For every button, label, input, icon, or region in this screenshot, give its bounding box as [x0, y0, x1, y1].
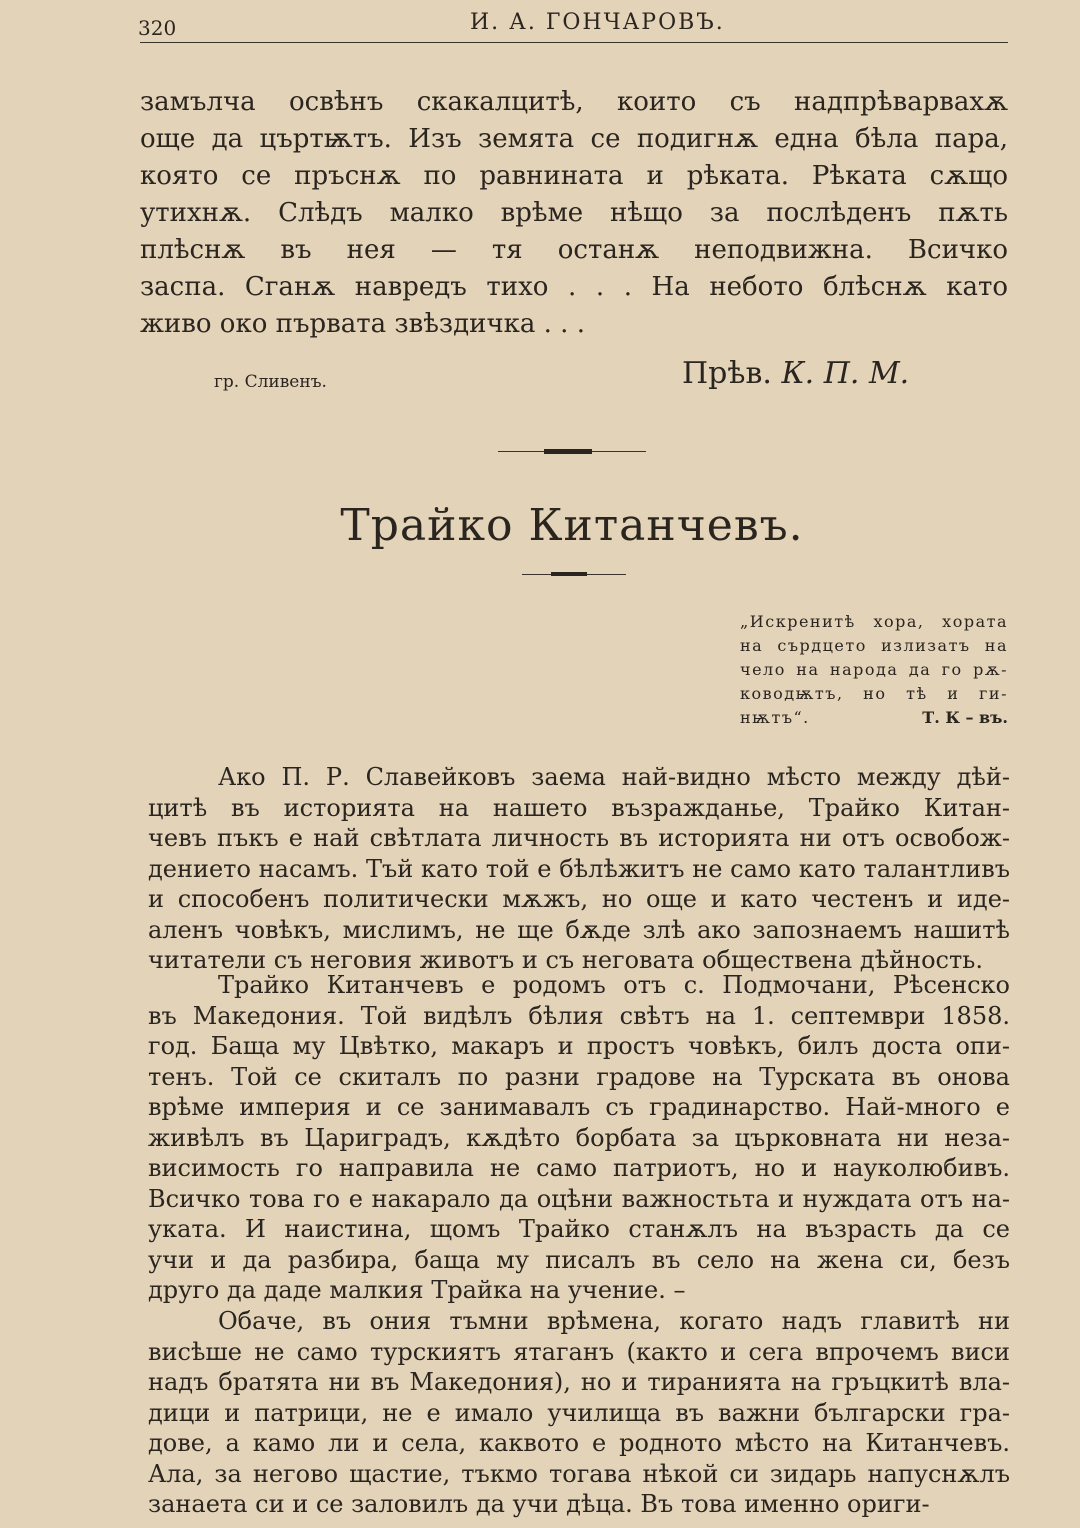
text-line: висимость го направила не само патриотъ, но и науколюбивъ.: [148, 1154, 1010, 1182]
body-paragraph-2: [148, 970, 1010, 1306]
text-line: още да църтѭтъ. Изъ земята се подигнѫ една бѣла пара,: [140, 124, 1008, 154]
text-line: въ Македония. Той видѣлъ бѣлия свѣтъ на 1. септемвpи 1858.: [148, 1001, 1010, 1030]
text-line: тенъ. Той се скиталъ по разни градове на Турската въ онова: [148, 1062, 1010, 1091]
text-line: чело на народа да го рѫ-: [740, 660, 1008, 679]
text-line: чевъ пъкъ е най свѣтлата личность въ историята ни отъ освобож-: [148, 824, 1010, 852]
section-divider-bar: [544, 449, 592, 454]
text-line: дици и патрици, не е имало училища въ важни български гра-: [148, 1398, 1010, 1427]
running-title: И. А. ГОНЧАРОВЪ.: [470, 10, 725, 35]
page-number: 320: [138, 16, 177, 40]
text-line: на сърдцето излизатъ на: [740, 636, 1008, 655]
text-line: Обаче, въ ония тъмни врѣмена, когато надъ главитѣ ни: [218, 1307, 1010, 1335]
text-line: живѣлъ въ Цариградъ, кѫдѣто борбата за църковната ни неза-: [148, 1123, 1010, 1152]
text-line: Ако П. Р. Славейковъ заема най-видно мѣсто между дѣй-: [218, 763, 1010, 791]
text-line: висѣше не само турскиятъ ятаганъ (както и сега впрочемъ виси: [148, 1337, 1010, 1366]
text-line: „Искренитѣ хора, хората: [740, 612, 1008, 631]
text-line: заспа. Сганѫ навредъ тихо . . . На небото блѣснѫ като: [140, 272, 1008, 302]
epigraph-signature: Т. К – въ.: [922, 708, 1008, 727]
text-line: занаета си и се заловилъ да учи дѣца. Въ това именно ориги-: [148, 1490, 930, 1518]
text-line: дението насамъ. Тъй като той е бѣлѣжитъ не само като талантливъ: [148, 854, 1010, 883]
text-line: живо око първата звѣздичка . . .: [140, 309, 585, 339]
text-line: и способенъ политически мѫжъ, но още и като честенъ и иде-: [148, 885, 1010, 913]
text-line: аленъ човѣкъ, мислимъ, не ще бѫде злѣ ако запознаемъ нашитѣ: [148, 915, 1010, 944]
text-line: Трайко Китанчевъ е родомъ отъ с. Подмочани, Рѣсенско: [218, 971, 1010, 999]
text-line: плѣснѫ въ нея — тя останѫ неподвижна. Всичко: [140, 235, 1008, 265]
text-line: утихнѫ. Слѣдъ малко врѣме нѣщо за послѣденъ пѫть: [140, 198, 1008, 228]
text-line: Ала, за негово щастие, тъкмо тогава нѣкой си зидарь напуснѫлъ: [148, 1459, 1010, 1488]
text-line: Всичко това го е накарало да оцѣни важностьта и нуждата отъ на-: [148, 1184, 1010, 1213]
article-title: Трайко Китанчевъ.: [340, 500, 804, 551]
text-line: читатели съ неговия животъ и съ неговата обществена дѣйность.: [148, 946, 983, 974]
text-line: замълча освѣнъ скакалцитѣ, които съ надпрѣварвахѫ: [140, 87, 1008, 117]
text-line: дове, а камо ли и села, каквото е родното мѣсто на Китанчевъ.: [148, 1429, 1010, 1457]
text-line: ководѭтъ, но тѣ и ги-: [740, 684, 1008, 703]
body-paragraph-1: [148, 762, 1010, 976]
text-line: която се пръснѫ по равнината и рѣката. Рѣката сѫщо: [140, 161, 1008, 191]
title-underline-bar: [551, 572, 587, 576]
place-of-origin: гр. Сливенъ.: [214, 372, 327, 392]
translator-initials: К. П. М.: [781, 356, 910, 391]
text-line: надъ братята ни въ Македония), но и тиранията на гръцкитѣ вла-: [148, 1368, 1010, 1396]
text-line: год. Баща му Цвѣтко, макаръ и простъ човѣкъ, билъ доста опи-: [148, 1032, 1010, 1060]
epigraph: [740, 610, 1008, 730]
text-line: врѣме империя и се занимавалъ съ градинарство. Най-много е: [148, 1093, 1010, 1121]
text-line: уката. И наистина, щомъ Трайко станѫлъ на възрасть да се: [148, 1215, 1010, 1243]
header-rule: [140, 42, 1008, 43]
previous-article-ending: [140, 84, 1008, 343]
text-line: нѭтъ“.: [740, 708, 810, 727]
text-line: друго да даде малкия Трайка на учение. –: [148, 1276, 686, 1304]
translator-credit: [682, 356, 909, 391]
text-line: учи и да разбира, баща му писалъ въ село на жена си, безъ: [148, 1245, 1010, 1274]
translator-label: Прѣв.: [682, 356, 772, 391]
body-paragraph-3: [148, 1306, 1010, 1520]
text-line: цитѣ въ историята на нашето възражданье, Трайко Китан-: [148, 793, 1010, 822]
